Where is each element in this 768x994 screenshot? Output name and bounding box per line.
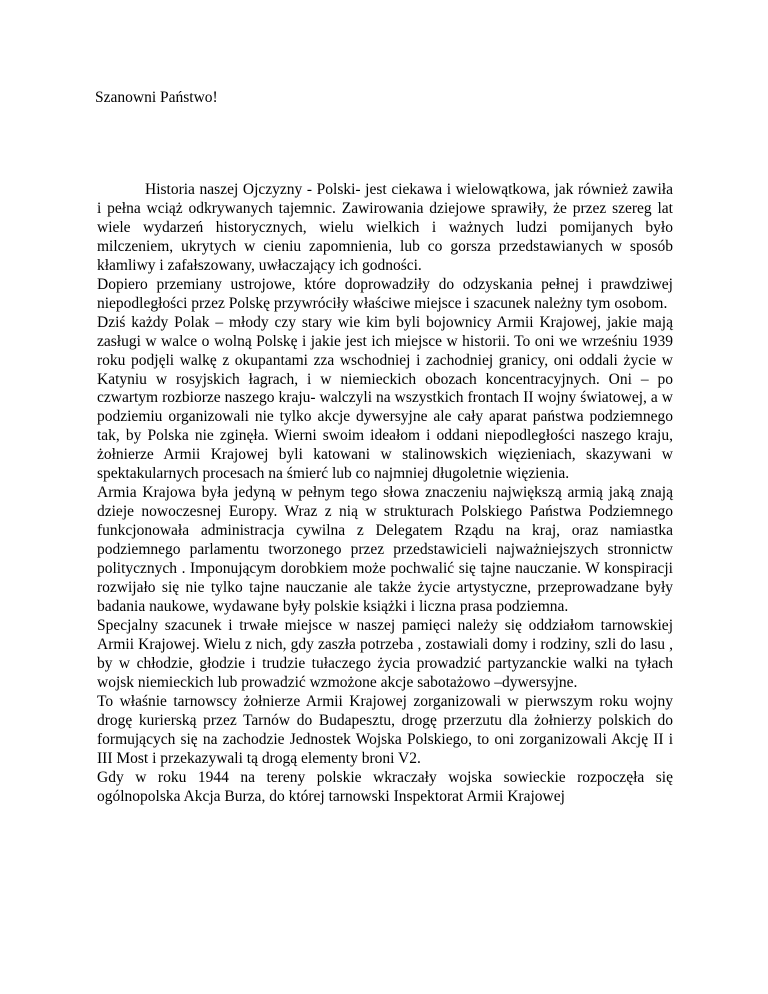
paragraph-courier-route: To właśnie tarnowscy żołnierze Armii Krajowej zorganizowali w pierwszym roku wojny drogę kurierską przez Tarnów do Budapesztu, drogę przerzutu dla żołnierzy polskich do formujących się na zachodzie Jednostek Wojska Polskiego, to oni zorganizowali Akcję II i III Most i przekazywali tą drogą elementy broni V2. [97,692,673,767]
letter-greeting: Szanowni Państwo! [95,89,218,106]
letter-body [97,181,673,806]
paragraph-political-changes: Dopiero przemiany ustrojowe, które doprowadziły do odzyskania pełnej i prawdziwej niepodległości przez Polskę przywróciły właściwe miejsce i szacunek należny tym osobom. [97,275,673,312]
paragraph-home-army-soldiers: Dziś każdy Polak – młody czy stary wie kim byli bojownicy Armii Krajowej, jakie mają zasługi w walce o wolną Polskę i jakie jest ich miejsce w historii. To oni we wrześniu 1939 roku podjęli walkę z okupantami zza wschodniej i zachodniej granicy, oni oddali życie w Katyniu w rosyjskich łagrach, i w niemieckich obozach koncentracyjnych. Oni – po czwartym rozbiorze naszego kraju- walczyli na wszystkich frontach II wojny światowej, a w podziemiu organizowali nie tylko akcje dywersyjne ale cały aparat państwa podziemnego tak, by Polska nie zginęła. Wierni swoim ideałom i oddani niepodległości naszego kraju, żołnierze Armii Krajowej byli katowani w stalinowskich więzieniach, skazywani w spektakularnych procesach na śmierć lub co najmniej długoletnie więzienia. [97,313,673,483]
paragraph-operation-tempest: Gdy w roku 1944 na tereny polskie wkraczały wojska sowieckie rozpoczęła się ogólnopolska Akcja Burza, do której tarnowski Inspektorat Armii Krajowej [97,768,673,805]
paragraph-underground-state: Armia Krajowa była jedyną w pełnym tego słowa znaczeniu największą armią jaką znają dzieje nowoczesnej Europy. Wraz z nią w strukturach Polskiego Państwa Podziemnego funkcjonowała administracja cywilna z Delegatem Rządu na kraj, oraz namiastka podziemnego parlamentu tworzonego przez przedstawicieli najważniejszych stronnictw politycznych . Imponującym dorobkiem może pochwalić się tajne nauczanie. W konspiracji rozwijało się nie tylko tajne nauczanie ale także życie artystyczne, przeprowadzane były badania naukowe, wydawane były polskie książki i liczna prasa podziemna. [97,484,673,615]
paragraph-tarnow-units: Specjalny szacunek i trwałe miejsce w naszej pamięci należy się oddziałom tarnowskiej Armii Krajowej. Wielu z nich, gdy zaszła potrzeba , zostawiali domy i rodziny, szli do lasu , by w chłodzie, głodzie i trudzie tułaczego życia prowadzić partyzanckie walki na tyłach wojsk niemieckich lub prowadzić wzmożone akcje sabotażowo –dywersyjne. [97,616,673,691]
paragraph-history-intro: Historia naszej Ojczyzny - Polski- jest ciekawa i wielowątkowa, jak również zawiła i pełna wciąż odkrywanych tajemnic. Zawirowania dziejowe sprawiły, że przez szereg lat wiele wydarzeń historycznych, wielu wielkich i ważnych ludzi pomijanych było milczeniem, ukrytych w cieniu zapomnienia, lub co gorsza przedstawianych w sposób kłamliwy i zafałszowany, uwłaczający ich godności. [97,181,673,274]
